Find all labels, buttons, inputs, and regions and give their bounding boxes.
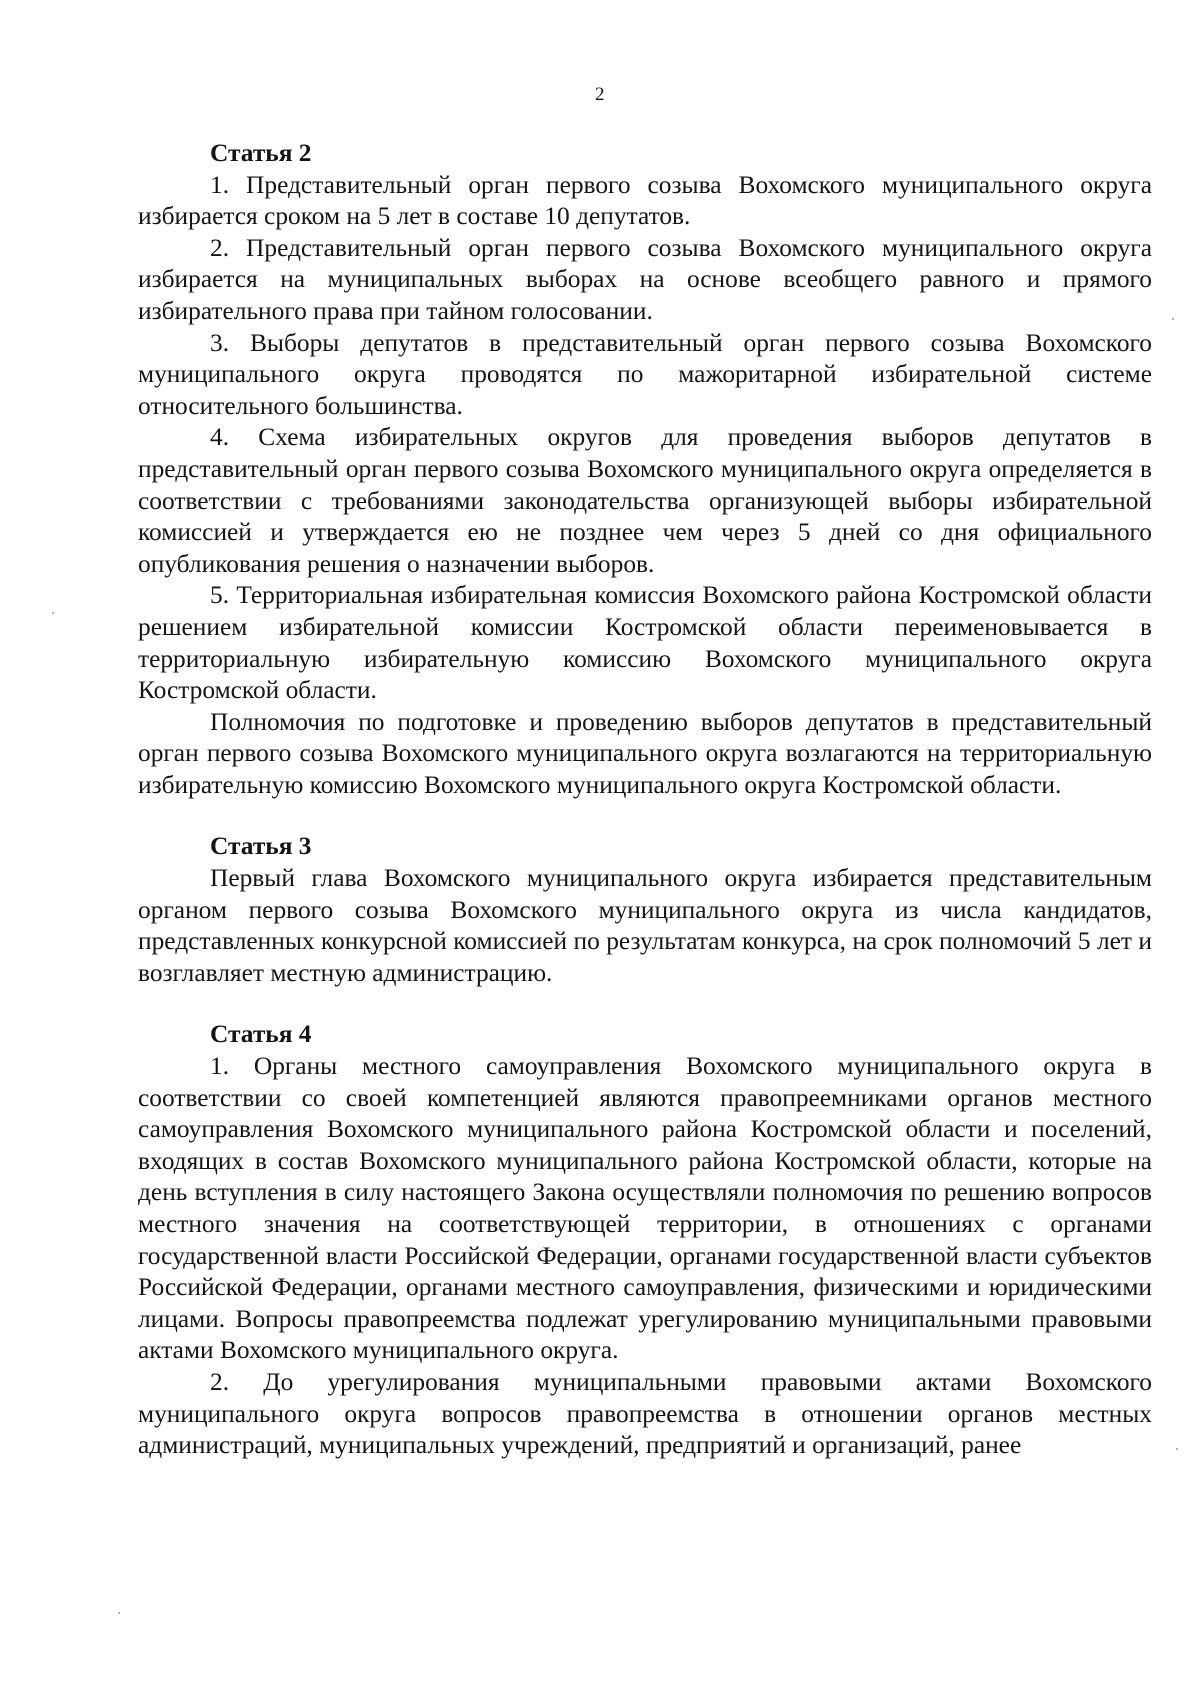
document-body [138,138,1152,1462]
paragraph: 2. Представительный орган первого созыва Вохомского муниципального округа избирается на муниципальных выборах на основе всеобщего равного и прямого избирательного права при тайном голосовании. [138,233,1152,325]
paragraph: 3. Выборы депутатов в представительный орган первого созыва Вохомского муниципального округа проводятся по мажоритарной избирательной системе относительного большинства. [138,328,1152,420]
scan-speck [1172,318,1174,320]
article-4 [138,1019,1152,1461]
paragraph: Полномочия по подготовке и проведению выборов депутатов в представительный орган первого созыва Вохомского муниципального округа возлагаются на территориальную избирательную комиссию Вохомского муниципального округа Костромской области. [138,707,1152,799]
scan-speck [52,612,54,614]
article-heading: Статья 4 [210,1020,312,1049]
scan-speck [1176,1448,1178,1450]
page-number: 2 [595,84,605,105]
article-heading: Статья 3 [210,832,312,861]
paragraph: Первый глава Вохомского муниципального округа избирается представительным органом первого созыва Вохомского муниципального округа из числа кандидатов, представленных конкурсной комиссией по результатам конкурса, на срок полномочий 5 лет и возглавляет местную администрацию. [138,864,1152,987]
scan-speck [118,1612,120,1614]
article-2 [138,138,1152,801]
paragraph: 4. Схема избирательных округов для проведения выборов депутатов в представительный орган первого созыва Вохомского муниципального округа определяется в соответствии с требованиями законодательства организующей выборы избирательной комиссией и утверждается ею не позднее чем через 5 дней со дня официального опубликования решения о назначении выборов. [138,423,1152,578]
paragraph: 5. Территориальная избирательная комиссия Вохомского района Костромской области решением избирательной комиссии Костромской области переименовывается в территориальную избирательную комиссию Вохомского муниципального округа Костромской области. [138,581,1152,705]
paragraph: 1. Органы местного самоуправления Вохомского муниципального округа в соответствии со своей компетенцией являются правопреемниками органов местного самоуправления Вохомского муниципального района Костромской области и поселений, входящих в состав Вохомского муниципального района Костромской области, которые на день вступления в силу настоящего Закона осуществляли полномочия по решению вопросов местного значения на соответствующей территории, в отношениях с органами государственной власти Российской Федерации, органами государственной власти субъектов Российской Федерации, органами местного самоуправления, физическими и юридическими лицами. Вопросы правопреемства подлежат урегулированию муниципальными правовыми актами Вохомского муниципального округа. [138,1052,1152,1365]
article-heading: Статья 2 [210,139,312,167]
paragraph: 1. Представительный орган первого созыва Вохомского муниципального округа избирается сроком на 5 лет в составе 10 депутатов. [138,170,1152,231]
paragraph: 2. До урегулирования муниципальными правовыми актами Вохомского муниципального округа вопросов правопреемства в отношении органов местных администраций, муниципальных учреждений, предприятий и организаций, ранее [138,1367,1152,1460]
article-3 [138,831,1152,989]
